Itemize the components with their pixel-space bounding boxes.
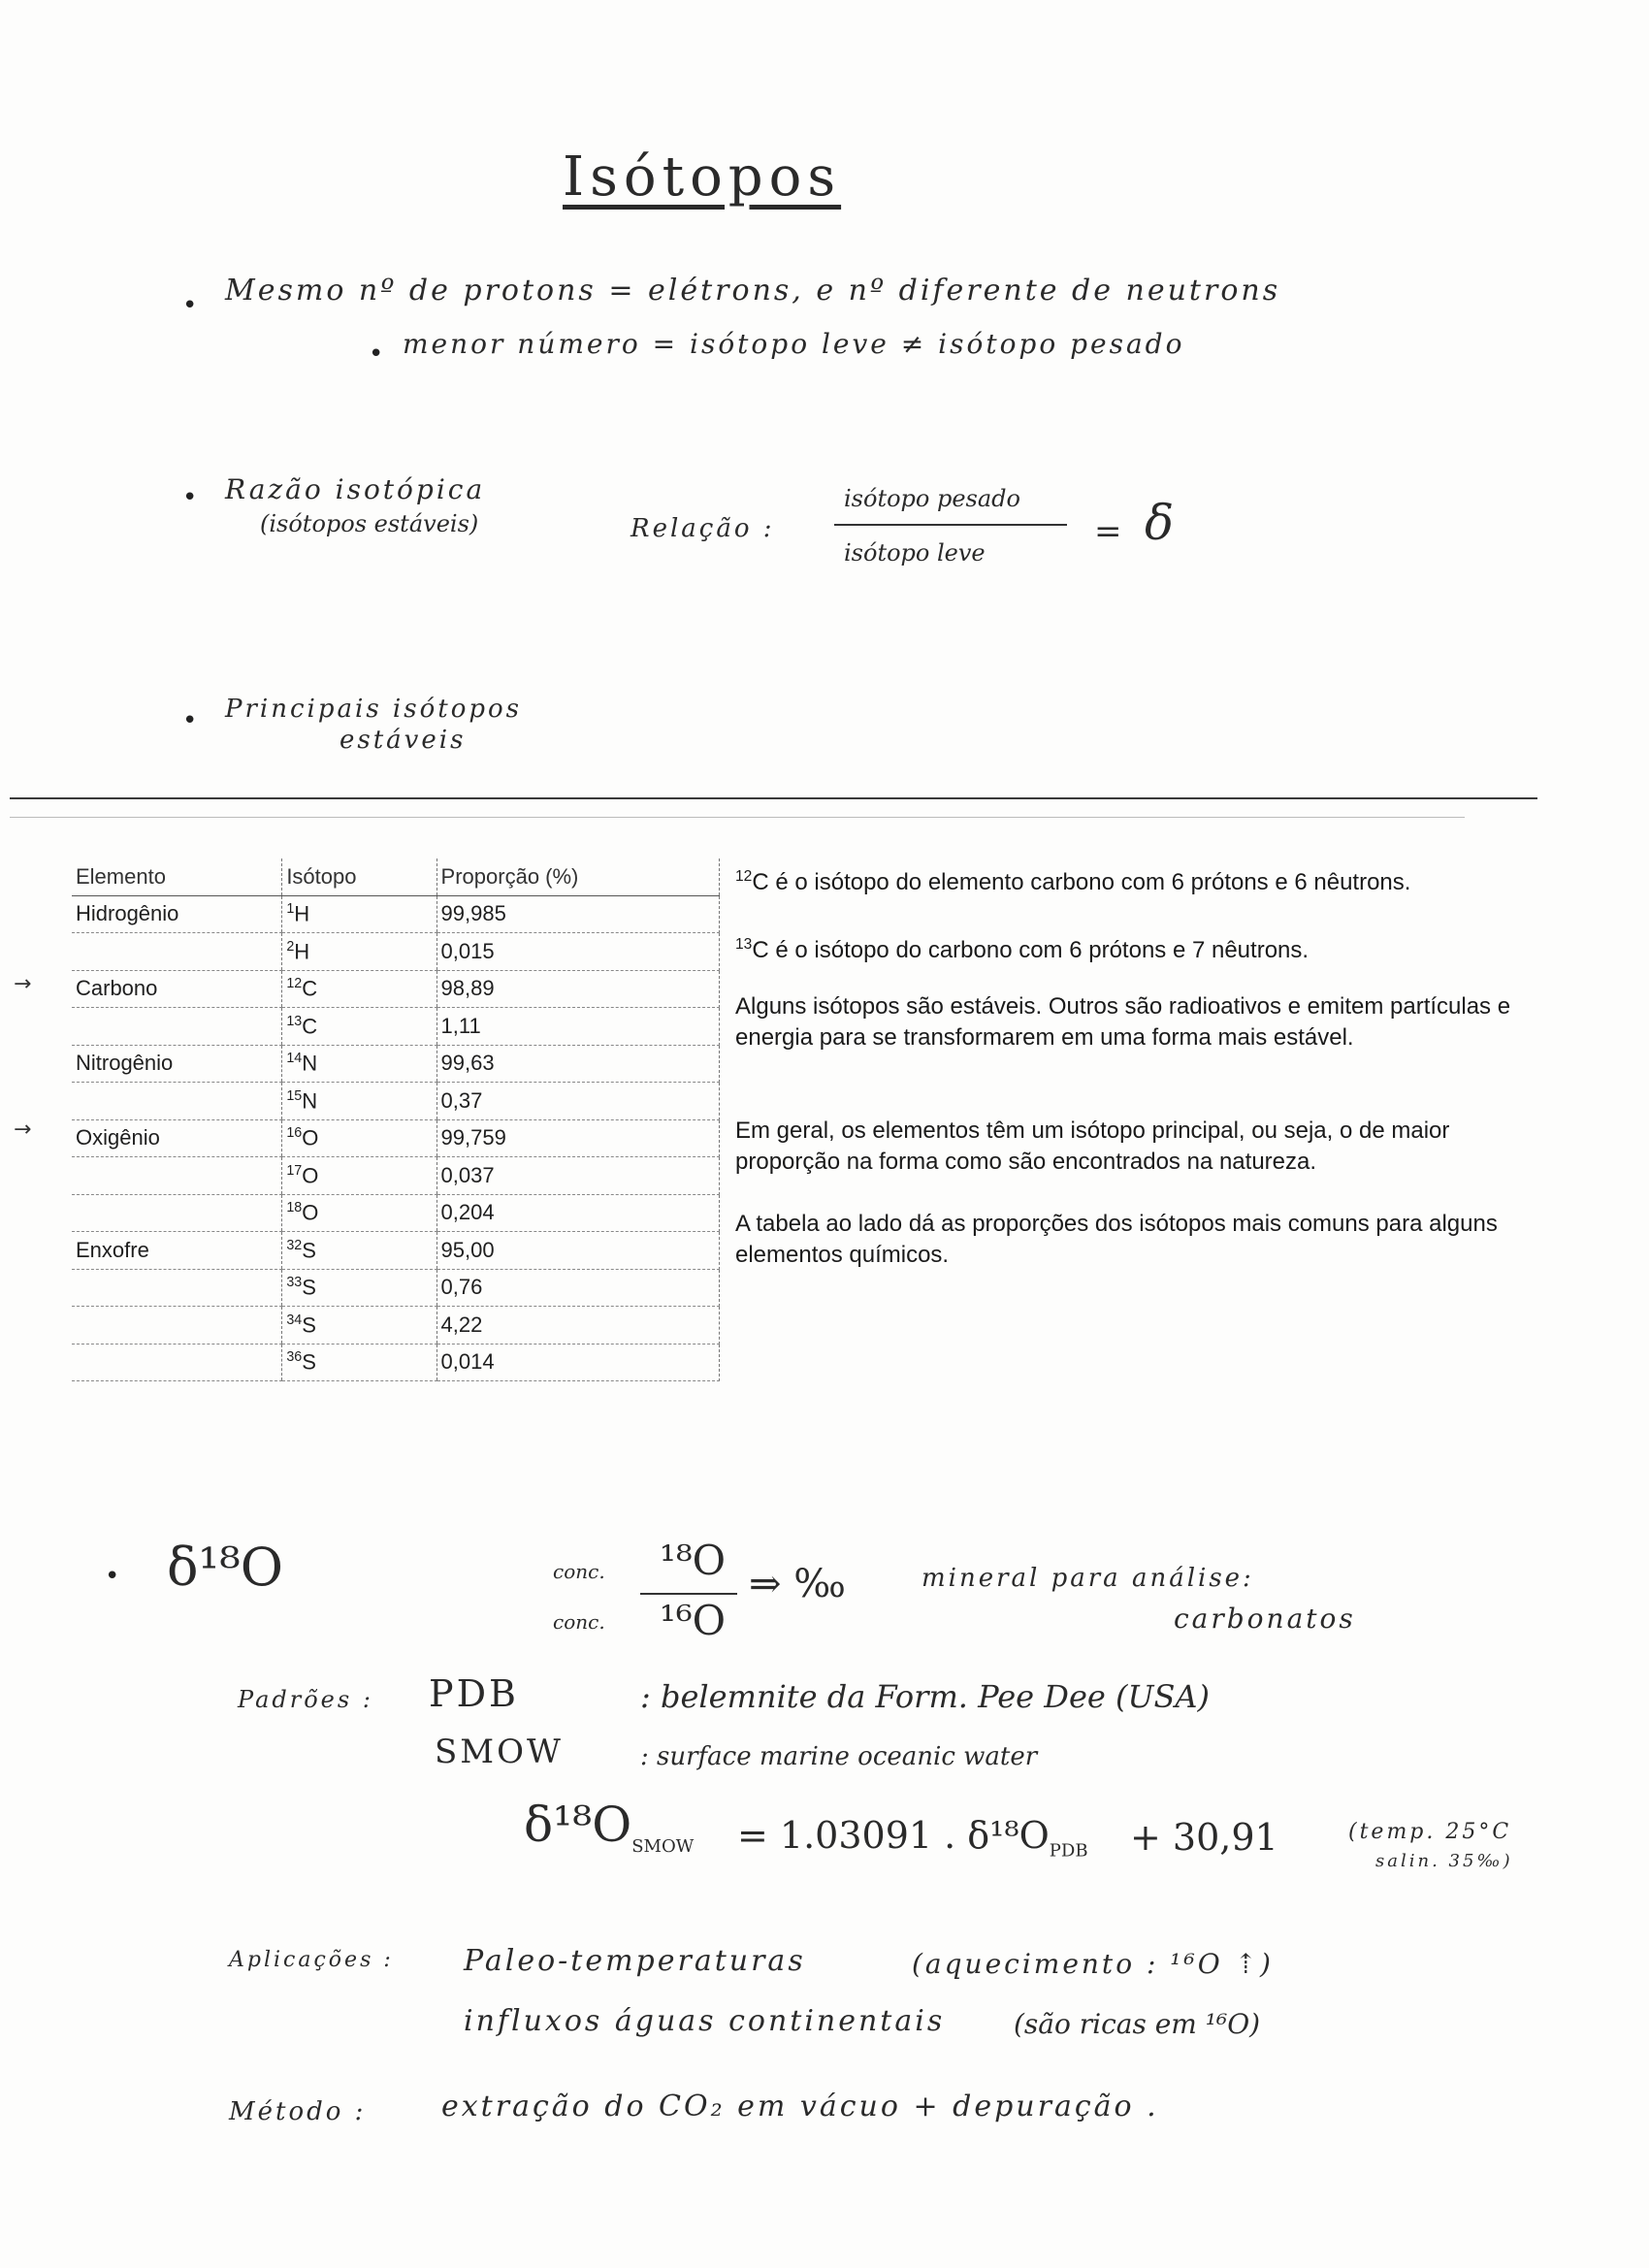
cell-proportion [436,933,719,971]
section-divider-thin [10,817,1465,818]
cell-proportion [436,1157,719,1195]
proportion-value: 99,985 [440,901,506,926]
arrow-mark-carbono: → [14,972,32,996]
table-row [72,1194,720,1232]
mass-number: 12 [286,976,303,992]
app-influxos: influxos águas continentais [464,2004,946,2038]
cell-element [72,1157,282,1195]
cell-proportion [436,1008,719,1046]
cell-element [72,1119,282,1157]
arrow-mark-oxigenio: → [14,1118,32,1142]
element-symbol: S [302,1349,316,1375]
cell-isotope [282,1344,436,1381]
mass-number: 34 [286,1312,303,1328]
table-row [72,1232,720,1270]
app-paleo: Paleo-temperaturas [464,1944,806,1978]
principais-label: Principais isótopos [225,695,522,724]
section-divider [10,797,1537,799]
permil-arrow: ⇒ ‰ [749,1562,846,1606]
mass-number: 14 [286,1051,303,1067]
equation-mid [737,1814,1088,1862]
table-row [72,1157,720,1195]
cell-element [72,1045,282,1083]
cell-proportion [436,1045,719,1083]
delta-symbol: δ [1145,495,1175,551]
cell-proportion [436,1307,719,1345]
p1-superscript: 12 [735,868,753,885]
mass-number: 18 [286,1200,303,1216]
smow-label: SMOW [435,1733,564,1771]
proportion-value: 95,00 [440,1237,495,1262]
element-symbol: S [302,1275,316,1300]
mass-number: 36 [286,1349,303,1366]
bullet-dot: • [182,706,198,735]
equation-rhs: + 30,91 [1130,1816,1278,1859]
eq-mid-text: = 1.03091 . δ¹⁸O [737,1814,1050,1857]
cell-isotope [282,1269,436,1307]
app-paleo-note: (aquecimento : ¹⁶O ⇡) [912,1948,1274,1980]
mass-number: 2 [286,938,295,955]
cell-proportion [436,895,719,933]
table-row [72,1045,720,1083]
proportion-value: 99,759 [440,1125,506,1150]
razao-sub: (isótopos estáveis) [260,510,479,537]
aplicacoes-label: Aplicações : [229,1948,394,1972]
p2-text: C é o isótopo do carbono com 6 prótons e 7 nêutrons. [752,937,1310,963]
table-row [72,895,720,933]
o-ratio-bar [640,1593,737,1595]
o18-numerator: ¹⁸O [660,1537,727,1584]
cell-proportion [436,1269,719,1307]
table-row [72,1307,720,1345]
element-name: Nitrogênio [76,1051,174,1076]
cell-isotope [282,895,436,933]
cell-element [72,1008,282,1046]
fraction-numerator: isótopo pesado [844,485,1020,512]
cell-element [72,1194,282,1232]
o16-denominator: ¹⁶O [660,1597,727,1644]
table-row [72,933,720,971]
cell-element [72,1232,282,1270]
cell-isotope [282,970,436,1008]
cell-element [72,933,282,971]
element-symbol: N [302,1087,318,1113]
proportion-value: 4,22 [440,1312,483,1337]
equation-lhs [524,1797,694,1857]
table-row [72,1344,720,1381]
proportion-value: 99,63 [440,1051,495,1076]
cell-element [72,895,282,933]
cell-element [72,1083,282,1120]
mass-number: 33 [286,1275,303,1291]
temp-note: (temp. 25°C [1348,1820,1512,1844]
pdb-label: PDB [429,1672,519,1715]
mass-number: 17 [286,1162,303,1179]
cell-element [72,1269,282,1307]
bullet-dot: • [182,291,198,320]
table-row [72,1119,720,1157]
note-line-2: menor número = isótopo leve ≠ isótopo pesado [403,328,1185,360]
mass-number: 16 [286,1125,303,1142]
table-row [72,1083,720,1120]
element-symbol: O [302,1162,319,1187]
proportion-value: 0,037 [440,1162,495,1187]
pdb-description: : belemnite da Form. Pee Dee (USA) [640,1678,1210,1715]
proportion-value: 0,76 [440,1275,483,1300]
relacao-label: Relação : [630,514,775,543]
proportion-value: 0,015 [440,938,495,963]
cell-isotope [282,1194,436,1232]
element-name: Oxigênio [76,1125,160,1150]
carbonatos-label: carbonatos [1174,1603,1356,1635]
metodo-label: Método : [229,2097,367,2126]
notes-title: Isótopos [563,146,842,209]
paragraph-c13 [735,929,1521,966]
equals-sign: = [1094,512,1122,551]
mineral-label: mineral para análise: [922,1564,1254,1593]
cell-isotope [282,1119,436,1157]
element-symbol: H [294,938,310,963]
element-symbol: H [294,901,310,926]
table-header-row [72,859,720,895]
cell-proportion [436,1344,719,1381]
principais-sub: estáveis [340,726,467,755]
proportion-value: 0,014 [440,1349,495,1375]
element-symbol: S [302,1312,316,1337]
note-line-1: Mesmo nº de protons = elétrons, e nº diferente de neutrons [225,274,1281,308]
element-symbol: C [302,976,318,1001]
header-elemento: Elemento [72,859,282,895]
cell-element [72,1344,282,1381]
table-row [72,970,720,1008]
p1-text: C é o isótopo do elemento carbono com 6 prótons e 6 nêutrons. [752,869,1411,895]
element-name: Enxofre [76,1237,149,1262]
eq-lhs-sub: SMOW [631,1836,695,1857]
proportion-value: 98,89 [440,976,495,1001]
fraction-denominator: isótopo leve [844,539,986,567]
element-symbol: S [302,1237,316,1262]
mass-number: 15 [286,1087,303,1104]
bullet-dot: • [369,340,384,369]
cell-isotope [282,1083,436,1120]
cell-isotope [282,1008,436,1046]
conc-top: conc. [553,1560,605,1583]
cell-proportion [436,1232,719,1270]
element-symbol: C [302,1013,318,1038]
smow-description: : surface marine oceanic water [640,1742,1038,1771]
conc-bot: conc. [553,1610,605,1634]
cell-isotope [282,933,436,971]
p2-superscript: 13 [735,936,753,953]
bullet-dot: • [182,483,198,512]
cell-proportion [436,970,719,1008]
delta-o18-label: δ¹⁸O [167,1537,284,1598]
eq-lhs-text: δ¹⁸O [524,1797,632,1853]
paragraph-geral: Em geral, os elementos têm um isótopo principal, ou seja, o de maior proporção na forma como são encontrados na natureza. [735,1118,1450,1175]
metodo-description: extração do CO₂ em vácuo + depuração . [441,2090,1159,2123]
mass-number: 1 [286,901,295,918]
eq-mid-sub: PDB [1049,1840,1088,1862]
bullet-dot: • [105,1562,120,1591]
cell-element [72,1307,282,1345]
proportion-value: 0,204 [440,1200,495,1225]
cell-isotope [282,1307,436,1345]
paragraph-estaveis: Alguns isótopos são estáveis. Outros são radioativos e emitem partículas e energia para se transformarem em uma forma mais estável. [735,993,1511,1051]
element-symbol: N [302,1051,318,1076]
paragraph-c12 [735,861,1521,898]
header-isotopo: Isótopo [282,859,436,895]
cell-isotope [282,1232,436,1270]
padroes-label: Padrões : [238,1686,373,1713]
table-row [72,1269,720,1307]
proportion-value: 1,11 [440,1013,481,1038]
cell-isotope [282,1157,436,1195]
mass-number: 32 [286,1237,303,1253]
mass-number: 13 [286,1013,303,1029]
isotope-table [72,859,720,1381]
element-name: Hidrogênio [76,901,179,926]
razao-label: Razão isotópica [225,473,486,505]
header-proporcao: Proporção (%) [436,859,719,895]
fraction-bar [834,524,1067,526]
element-name: Carbono [76,976,158,1001]
element-symbol: O [302,1200,319,1225]
paragraph-tabela: A tabela ao lado dá as proporções dos isótopos mais comuns para alguns elementos químicos. [735,1211,1498,1268]
table-row [72,1008,720,1046]
cell-element [72,970,282,1008]
cell-proportion [436,1083,719,1120]
app-influxos-note: (são ricas em ¹⁶O) [1014,2008,1261,2040]
element-symbol: O [302,1125,319,1150]
cell-proportion [436,1119,719,1157]
proportion-value: 0,37 [440,1087,483,1113]
cell-proportion [436,1194,719,1232]
salin-note: salin. 35‰) [1375,1851,1513,1871]
cell-isotope [282,1045,436,1083]
